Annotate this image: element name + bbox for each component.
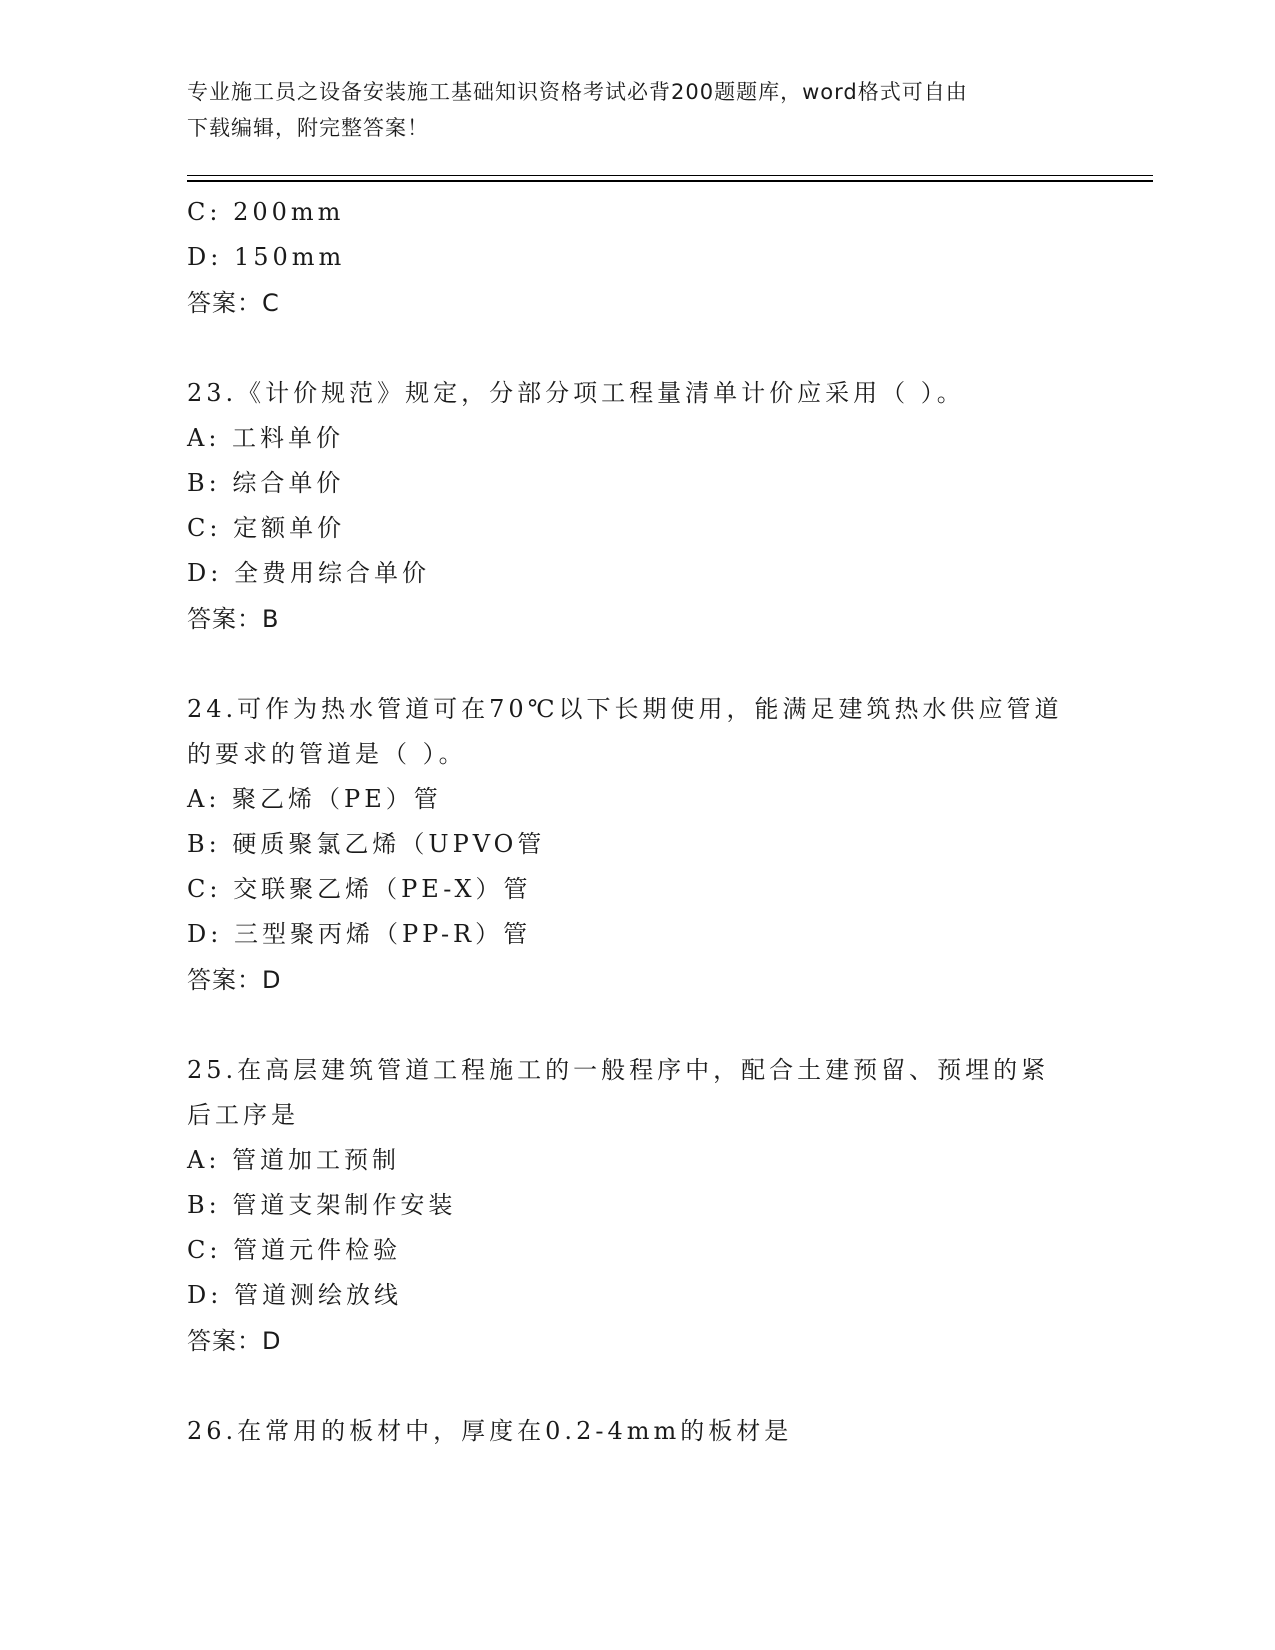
option-d: D: 全费用综合单价 — [187, 559, 430, 587]
document-header — [187, 74, 1067, 146]
answer-line: 答案：B — [187, 605, 280, 633]
option-c: C: 管道元件检验 — [187, 1236, 402, 1264]
header-rule-thin — [187, 175, 1153, 176]
answer-line: 答案：D — [187, 1327, 282, 1355]
option-c: C: 200mm — [187, 198, 345, 226]
option-b: B: 硬质聚氯乙烯（UPVO管 — [187, 830, 546, 858]
option-d: D: 150mm — [187, 243, 346, 271]
question-22-tail — [187, 190, 1087, 326]
option-d: D: 管道测绘放线 — [187, 1281, 402, 1309]
question-26 — [187, 1409, 1087, 1454]
question-stem: 24.可作为热水管道可在70℃以下长期使用，能满足建筑热水供应管道 — [187, 695, 1063, 723]
option-b: B: 综合单价 — [187, 469, 345, 497]
header-line-2: 下载编辑，附完整答案！ — [187, 116, 429, 140]
question-stem: 23.《计价规范》规定，分部分项工程量清单计价应采用（ ）。 — [187, 379, 965, 407]
option-c: C: 交联聚乙烯（PE-X）管 — [187, 875, 532, 903]
question-23 — [187, 371, 1087, 642]
question-stem: 25.在高层建筑管道工程施工的一般程序中，配合土建预留、预埋的紧 — [187, 1056, 1050, 1084]
header-rule-thick — [187, 180, 1153, 182]
question-stem: 26.在常用的板材中，厚度在0.2-4mm的板材是 — [187, 1417, 793, 1445]
spacer — [187, 326, 1087, 371]
answer-line: 答案：D — [187, 966, 282, 994]
answer-line: 答案：C — [187, 289, 280, 317]
option-a: A: 工料单价 — [187, 424, 345, 452]
question-stem: 的要求的管道是（ ）。 — [187, 740, 467, 768]
option-a: A: 管道加工预制 — [187, 1146, 401, 1174]
option-c: C: 定额单价 — [187, 514, 346, 542]
question-25 — [187, 1048, 1087, 1364]
option-b: B: 管道支架制作安装 — [187, 1191, 457, 1219]
spacer — [187, 1364, 1087, 1409]
option-d: D: 三型聚丙烯（PP-R）管 — [187, 920, 532, 948]
option-a: A: 聚乙烯（PE）管 — [187, 785, 442, 813]
question-stem: 后工序是 — [187, 1101, 299, 1129]
spacer — [187, 642, 1087, 687]
document-body — [187, 190, 1087, 1454]
header-line-1: 专业施工员之设备安装施工基础知识资格考试必背200题题库，word格式可自由 — [187, 80, 968, 104]
question-24 — [187, 687, 1087, 1003]
spacer — [187, 1003, 1087, 1048]
